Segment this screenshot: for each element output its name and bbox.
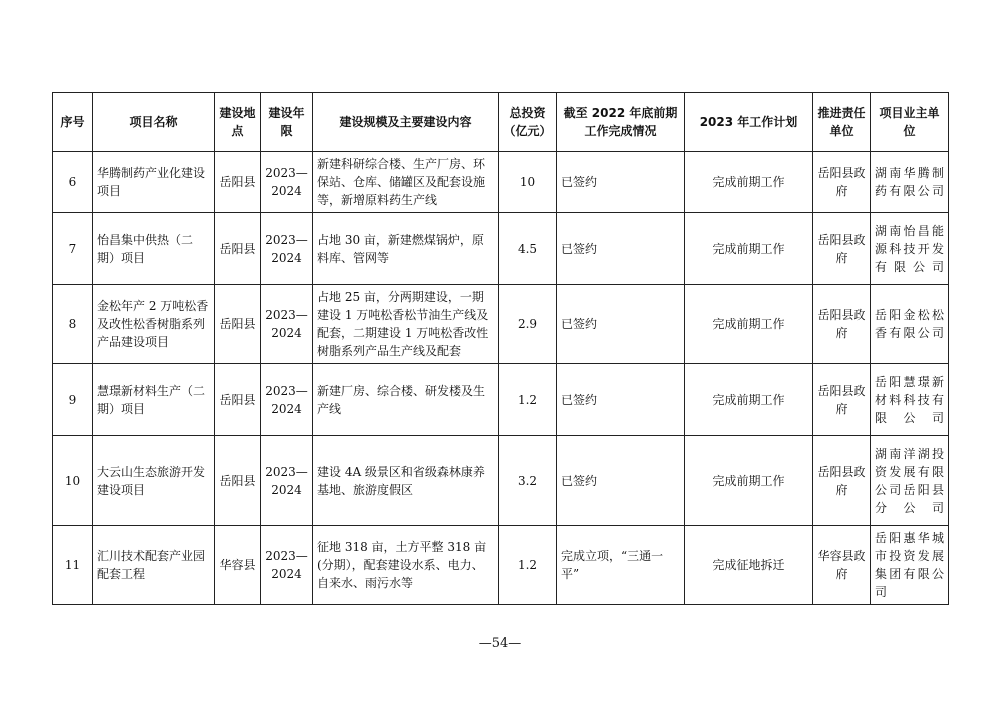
cell-no: 11 [53, 526, 93, 605]
cell-location: 岳阳县 [215, 285, 261, 364]
cell-investment: 10 [499, 152, 557, 213]
cell-location: 岳阳县 [215, 364, 261, 436]
cell-status: 已签约 [557, 364, 685, 436]
cell-no: 8 [53, 285, 93, 364]
cell-years: 2023—2024 [261, 526, 313, 605]
cell-name: 怡昌集中供热（二期）项目 [93, 213, 215, 285]
header-name: 项目名称 [93, 93, 215, 152]
cell-name: 汇川技术配套产业园配套工程 [93, 526, 215, 605]
page-number: —54— [478, 636, 522, 651]
cell-status: 已签约 [557, 436, 685, 526]
cell-years: 2023—2024 [261, 364, 313, 436]
cell-content: 新建科研综合楼、生产厂房、环保站、仓库、储罐区及配套设施等，新增原料药生产线 [313, 152, 499, 213]
cell-resp: 岳阳县政府 [813, 285, 871, 364]
cell-investment: 4.5 [499, 213, 557, 285]
table-row [53, 436, 949, 526]
cell-no: 9 [53, 364, 93, 436]
table-row [53, 526, 949, 605]
cell-name: 金松年产 2 万吨松香及改性松香树脂系列产品建设项目 [93, 285, 215, 364]
header-no: 序号 [53, 93, 93, 152]
cell-owner: 湖南华腾制药有限公司 [871, 152, 949, 213]
header-location: 建设地点 [215, 93, 261, 152]
cell-name: 华腾制药产业化建设项目 [93, 152, 215, 213]
cell-content: 新建厂房、综合楼、研发楼及生产线 [313, 364, 499, 436]
cell-name: 大云山生态旅游开发建设项目 [93, 436, 215, 526]
header-owner: 项目业主单位 [871, 93, 949, 152]
table-row [53, 213, 949, 285]
table-header-row [53, 93, 949, 152]
cell-owner: 岳阳慧璟新材料科技有限公司 [871, 364, 949, 436]
cell-resp: 华容县政府 [813, 526, 871, 605]
cell-content: 占地 25 亩，分两期建设，一期建设 1 万吨松香松节油生产线及配套，二期建设 1 万吨松香改性树脂系列产品生产线及配套 [313, 285, 499, 364]
cell-status: 已签约 [557, 285, 685, 364]
cell-resp: 岳阳县政府 [813, 364, 871, 436]
cell-owner: 湖南怡昌能源科技开发有限公司 [871, 213, 949, 285]
cell-no: 6 [53, 152, 93, 213]
cell-years: 2023—2024 [261, 213, 313, 285]
header-resp: 推进责任单位 [813, 93, 871, 152]
header-content: 建设规模及主要建设内容 [313, 93, 499, 152]
cell-status: 已签约 [557, 152, 685, 213]
cell-location: 岳阳县 [215, 152, 261, 213]
cell-owner: 湖南洋湖投资发展有限公司岳阳县分公司 [871, 436, 949, 526]
cell-resp: 岳阳县政府 [813, 152, 871, 213]
cell-investment: 1.2 [499, 526, 557, 605]
project-table [52, 92, 949, 605]
cell-resp: 岳阳县政府 [813, 436, 871, 526]
cell-investment: 1.2 [499, 364, 557, 436]
cell-plan: 完成征地拆迁 [685, 526, 813, 605]
cell-owner: 岳阳惠华城市投资发展集团有限公司 [871, 526, 949, 605]
cell-plan: 完成前期工作 [685, 213, 813, 285]
header-years: 建设年限 [261, 93, 313, 152]
cell-years: 2023—2024 [261, 285, 313, 364]
cell-plan: 完成前期工作 [685, 285, 813, 364]
header-status: 截至 2022 年底前期工作完成情况 [557, 93, 685, 152]
cell-plan: 完成前期工作 [685, 436, 813, 526]
cell-location: 岳阳县 [215, 213, 261, 285]
cell-location: 岳阳县 [215, 436, 261, 526]
cell-content: 建设 4A 级景区和省级森林康养基地、旅游度假区 [313, 436, 499, 526]
cell-plan: 完成前期工作 [685, 152, 813, 213]
cell-investment: 3.2 [499, 436, 557, 526]
cell-no: 10 [53, 436, 93, 526]
cell-owner: 岳阳金松松香有限公司 [871, 285, 949, 364]
cell-content: 征地 318 亩，土方平整 318 亩(分期），配套建设水系、电力、自来水、雨污水等 [313, 526, 499, 605]
cell-plan: 完成前期工作 [685, 364, 813, 436]
cell-status: 完成立项，“三通一平” [557, 526, 685, 605]
table-row [53, 364, 949, 436]
header-plan: 2023 年工作计划 [685, 93, 813, 152]
cell-content: 占地 30 亩，新建燃煤锅炉，原料库、管网等 [313, 213, 499, 285]
cell-no: 7 [53, 213, 93, 285]
header-investment: 总投资（亿元） [499, 93, 557, 152]
cell-status: 已签约 [557, 213, 685, 285]
cell-location: 华容县 [215, 526, 261, 605]
table-row [53, 285, 949, 364]
cell-years: 2023—2024 [261, 152, 313, 213]
cell-investment: 2.9 [499, 285, 557, 364]
table-row [53, 152, 949, 213]
cell-years: 2023—2024 [261, 436, 313, 526]
cell-name: 慧璟新材料生产（二期）项目 [93, 364, 215, 436]
cell-resp: 岳阳县政府 [813, 213, 871, 285]
